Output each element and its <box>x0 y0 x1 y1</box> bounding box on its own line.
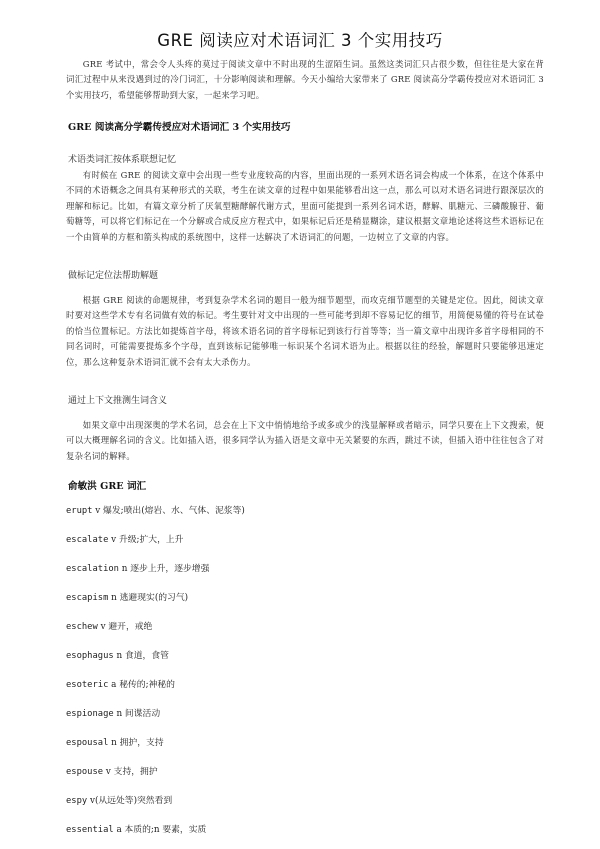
vocab-item <box>66 532 183 545</box>
vocab-word: essential <box>66 825 114 835</box>
tip-2-heading: 做标记定位法帮助解题 <box>68 271 159 281</box>
vocab-word: erupt <box>66 506 93 516</box>
vocab-definition: v 升级;扩大，上升 <box>111 535 184 545</box>
vocab-word: esophagus <box>66 651 114 661</box>
vocab-item <box>66 648 169 661</box>
vocab-definition: n 间谍活动 <box>116 709 161 719</box>
vocab-item <box>66 764 158 777</box>
vocab-heading: 俞敏洪 GRE 词汇 <box>68 481 147 492</box>
vocab-word: eschew <box>66 622 98 632</box>
tip-3-paragraph: 如果文章中出现深奥的学术名词，总会在上下文中悄悄地给予或多或少的浅显解释或者暗示，同学只要在上下文搜索，便可以大概理解名词的含义。比如插入语，很多同学认为插入语是文章中无关紧要的东西，跳过不读，但插入语中往往包含了对复杂名词的解释。 <box>66 420 544 461</box>
vocab-definition: n 逐步上升，逐步增强 <box>121 564 210 574</box>
vocab-item <box>66 822 206 835</box>
vocab-item <box>66 561 209 574</box>
tip-3-heading: 通过上下文推测生词含义 <box>68 396 168 406</box>
tip-2-paragraph: 根据 GRE 阅读的命题规律，考到复杂学术名词的题目一般为细节题型，而攻克细节题型的关键是定位。因此，阅读文章时要对这些学术专有名词做有效的标记。考生要针对文中出现的一些可能考到却不容易记忆的细节，用简便易懂的符号在试卷的恰当位置标记。方法比如提炼首字母，将该术语名词的首字母标记到该行行首等等；当一篇文章中出现许多首字母相同的不同名词时，可能需要提炼多个字母，直到该标记能够唯一标识某个名词术语为止。根据以往的经验，解题时只要能够迅速定位，那么这种复杂术语词汇就不会有太大杀伤力。 <box>66 295 544 367</box>
page-title: GRE 阅读应对术语词汇 3 个实用技巧 <box>157 31 443 50</box>
vocab-item <box>66 677 175 690</box>
tip-1-heading: 术语类词汇按体系联想记忆 <box>68 155 177 165</box>
vocab-item <box>66 706 160 719</box>
section-heading: GRE 阅读高分学霸传授应对术语词汇 3 个实用技巧 <box>68 122 291 133</box>
vocab-definition: v 支持，拥护 <box>105 767 158 777</box>
vocab-item <box>66 793 172 806</box>
tip-1-paragraph: 有时候在 GRE 的阅读文章中会出现一些专业度较高的内容，里面出现的一系列术语名词会构成一个体系，在这个体系中不同的术语概念之间具有某种形式的关联，考生在读文章的过程中如果能够看出这一点，那么可以对术语名词进行跟深层次的理解和标记。比如，有篇文章分析了厌氧型糖酵解代谢方式，里面可能提到一系列名词术语，酵解、肌糖元、三磷酸腺苷、葡萄糖等，可以将它们标记在一个分解或合成反应方程式中，如果标记后还是稍显糊涂，建议根据文章地论述将这些术语标记在一个由简单的方框和箭头构成的系统图中，这样一达解决了术语词汇的问题，一边树立了文章的内容。 <box>66 170 544 242</box>
vocab-word: escalate <box>66 535 109 545</box>
vocab-word: espionage <box>66 709 114 719</box>
vocab-definition: n 逃避现实(的习气) <box>111 593 189 603</box>
vocab-word: espouse <box>66 767 104 777</box>
vocab-definition: n 食道，食管 <box>116 651 169 661</box>
intro-paragraph: GRE 考试中，常会令人头疼的莫过于阅读文章中不时出现的生涩陌生词。虽然这类词汇只占很少数，但往往是大家在背词汇过程中从来没遇到过的冷门词汇，十分影响阅读和理解。今天小编给大家带来了 GRE 阅读高分学霸传授应对术语词汇 3 个实用技巧，希望能够帮助到大家，一起来学习吧。 <box>66 59 544 100</box>
vocab-word: esoteric <box>66 680 109 690</box>
vocab-item <box>66 503 245 516</box>
vocab-item <box>66 590 188 603</box>
vocab-definition: n 拥护，支持 <box>111 738 164 748</box>
vocab-item <box>66 735 164 748</box>
vocab-definition: v 爆发;喷出(熔岩、水、气体、泥浆等) <box>95 506 245 516</box>
vocab-item <box>66 619 152 632</box>
vocab-word: escapism <box>66 593 109 603</box>
vocab-word: escalation <box>66 564 119 574</box>
vocab-definition: a 秘传的;神秘的 <box>111 680 175 690</box>
vocab-definition: v(从远处等)突然看到 <box>89 796 173 806</box>
vocab-definition: a 本质的;n 要素，实质 <box>116 825 207 835</box>
vocab-word: espy <box>66 796 88 806</box>
vocab-definition: v 避开，戒绝 <box>100 622 153 632</box>
vocab-word: espousal <box>66 738 109 748</box>
